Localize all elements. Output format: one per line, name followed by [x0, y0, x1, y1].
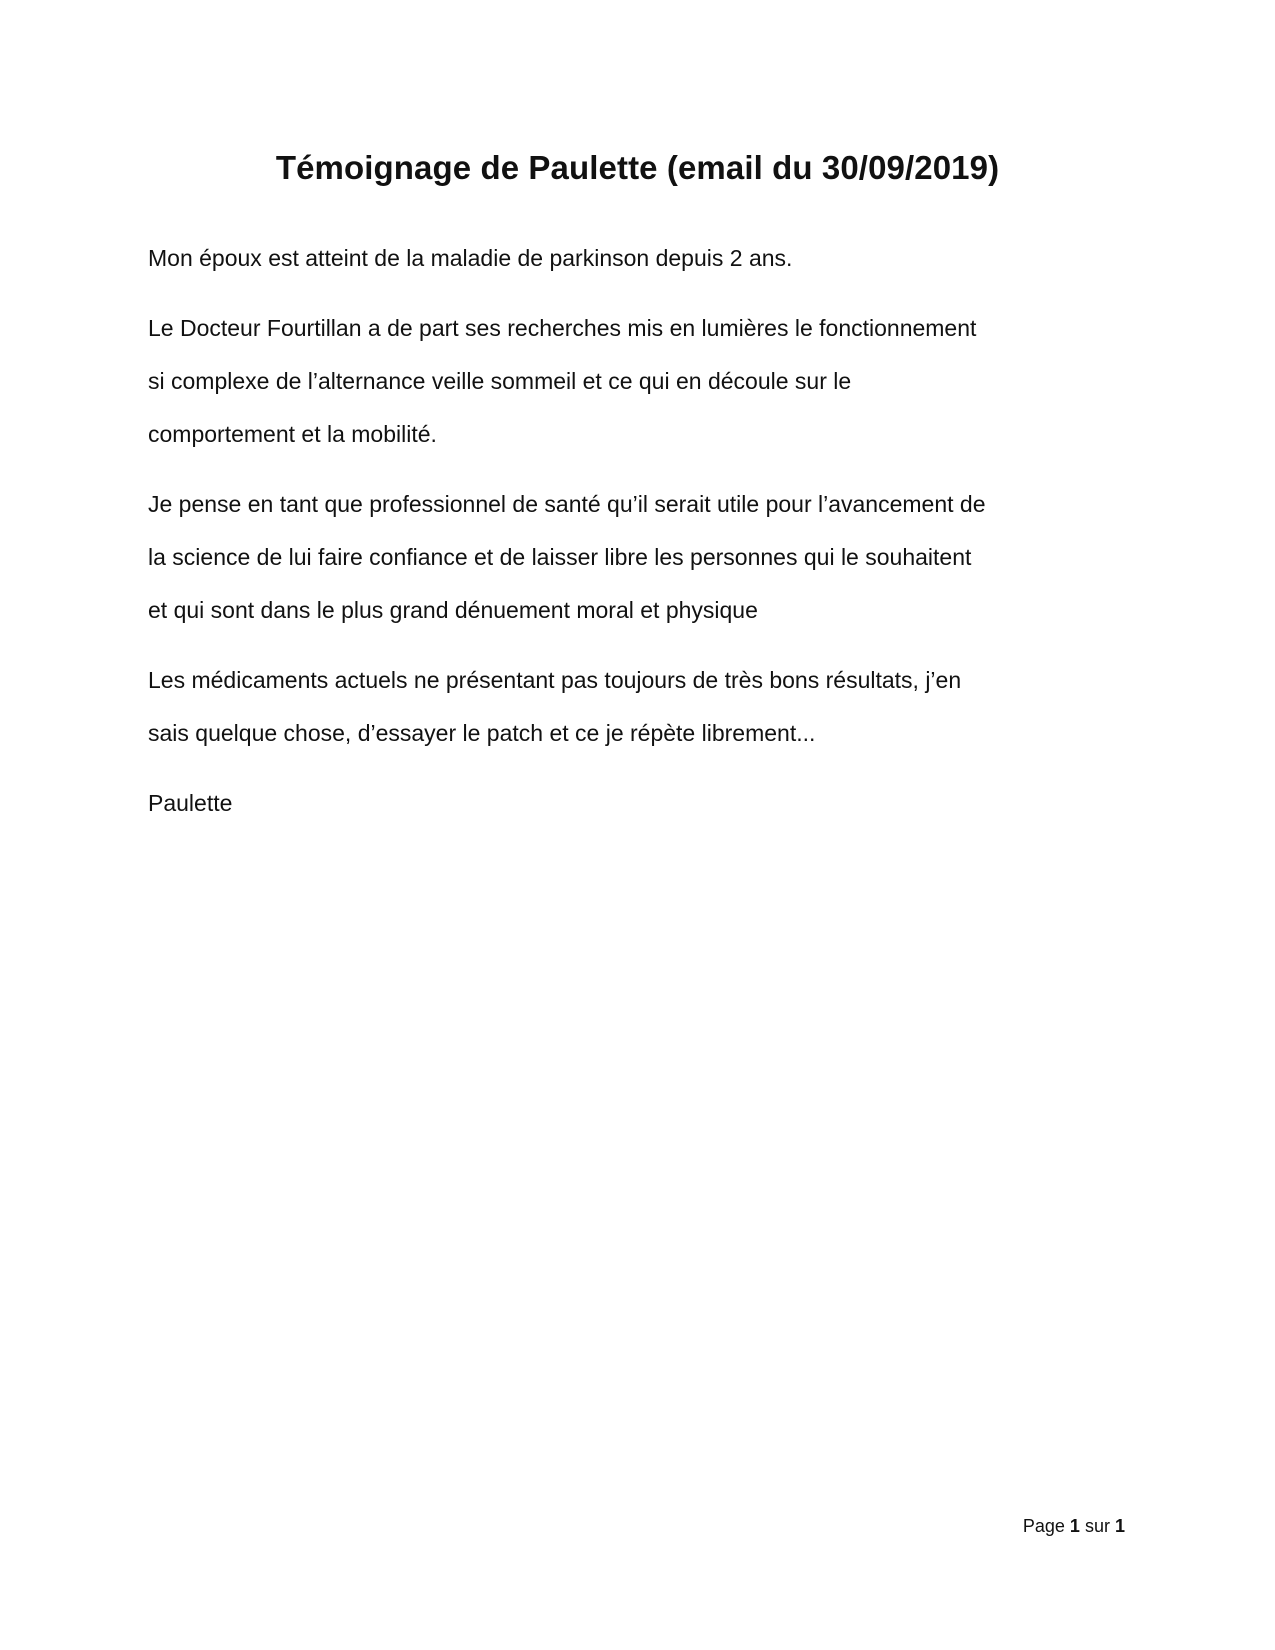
paragraph-1	[148, 232, 1138, 285]
paragraph-4	[148, 654, 1138, 760]
paragraph-line: Je pense en tant que professionnel de santé qu’il serait utile pour l’avancement de	[148, 491, 986, 517]
paragraph-3	[148, 478, 1138, 637]
paragraph-line: sais quelque chose, d’essayer le patch et ce je répète librement...	[148, 720, 816, 746]
paragraph-line: Les médicaments actuels ne présentant pas toujours de très bons résultats, j’en	[148, 667, 962, 693]
paragraph-line: et qui sont dans le plus grand dénuement moral et physique	[148, 597, 758, 623]
signature: Paulette	[148, 790, 233, 816]
paragraph-line: Le Docteur Fourtillan a de part ses recherches mis en lumières le fonctionnement	[148, 315, 977, 341]
page-number-separator: sur	[1084, 1516, 1110, 1536]
page-number-total: 1	[1114, 1516, 1125, 1536]
document-title: Témoignage de Paulette (email du 30/09/2019)	[275, 149, 1000, 186]
page-number-current: 1	[1069, 1516, 1080, 1536]
paragraph-line: Mon époux est atteint de la maladie de parkinson depuis 2 ans.	[148, 245, 793, 271]
paragraph-line: la science de lui faire confiance et de laisser libre les personnes qui le souhaitent	[148, 544, 972, 570]
paragraph-line: comportement et la mobilité.	[148, 421, 437, 447]
page-number	[1023, 1514, 1125, 1538]
paragraph-line: si complexe de l’alternance veille sommeil et ce qui en découle sur le	[148, 368, 852, 394]
page-number-prefix: Page	[1022, 1516, 1065, 1536]
paragraph-2	[148, 302, 1138, 461]
document-body	[148, 232, 1138, 830]
